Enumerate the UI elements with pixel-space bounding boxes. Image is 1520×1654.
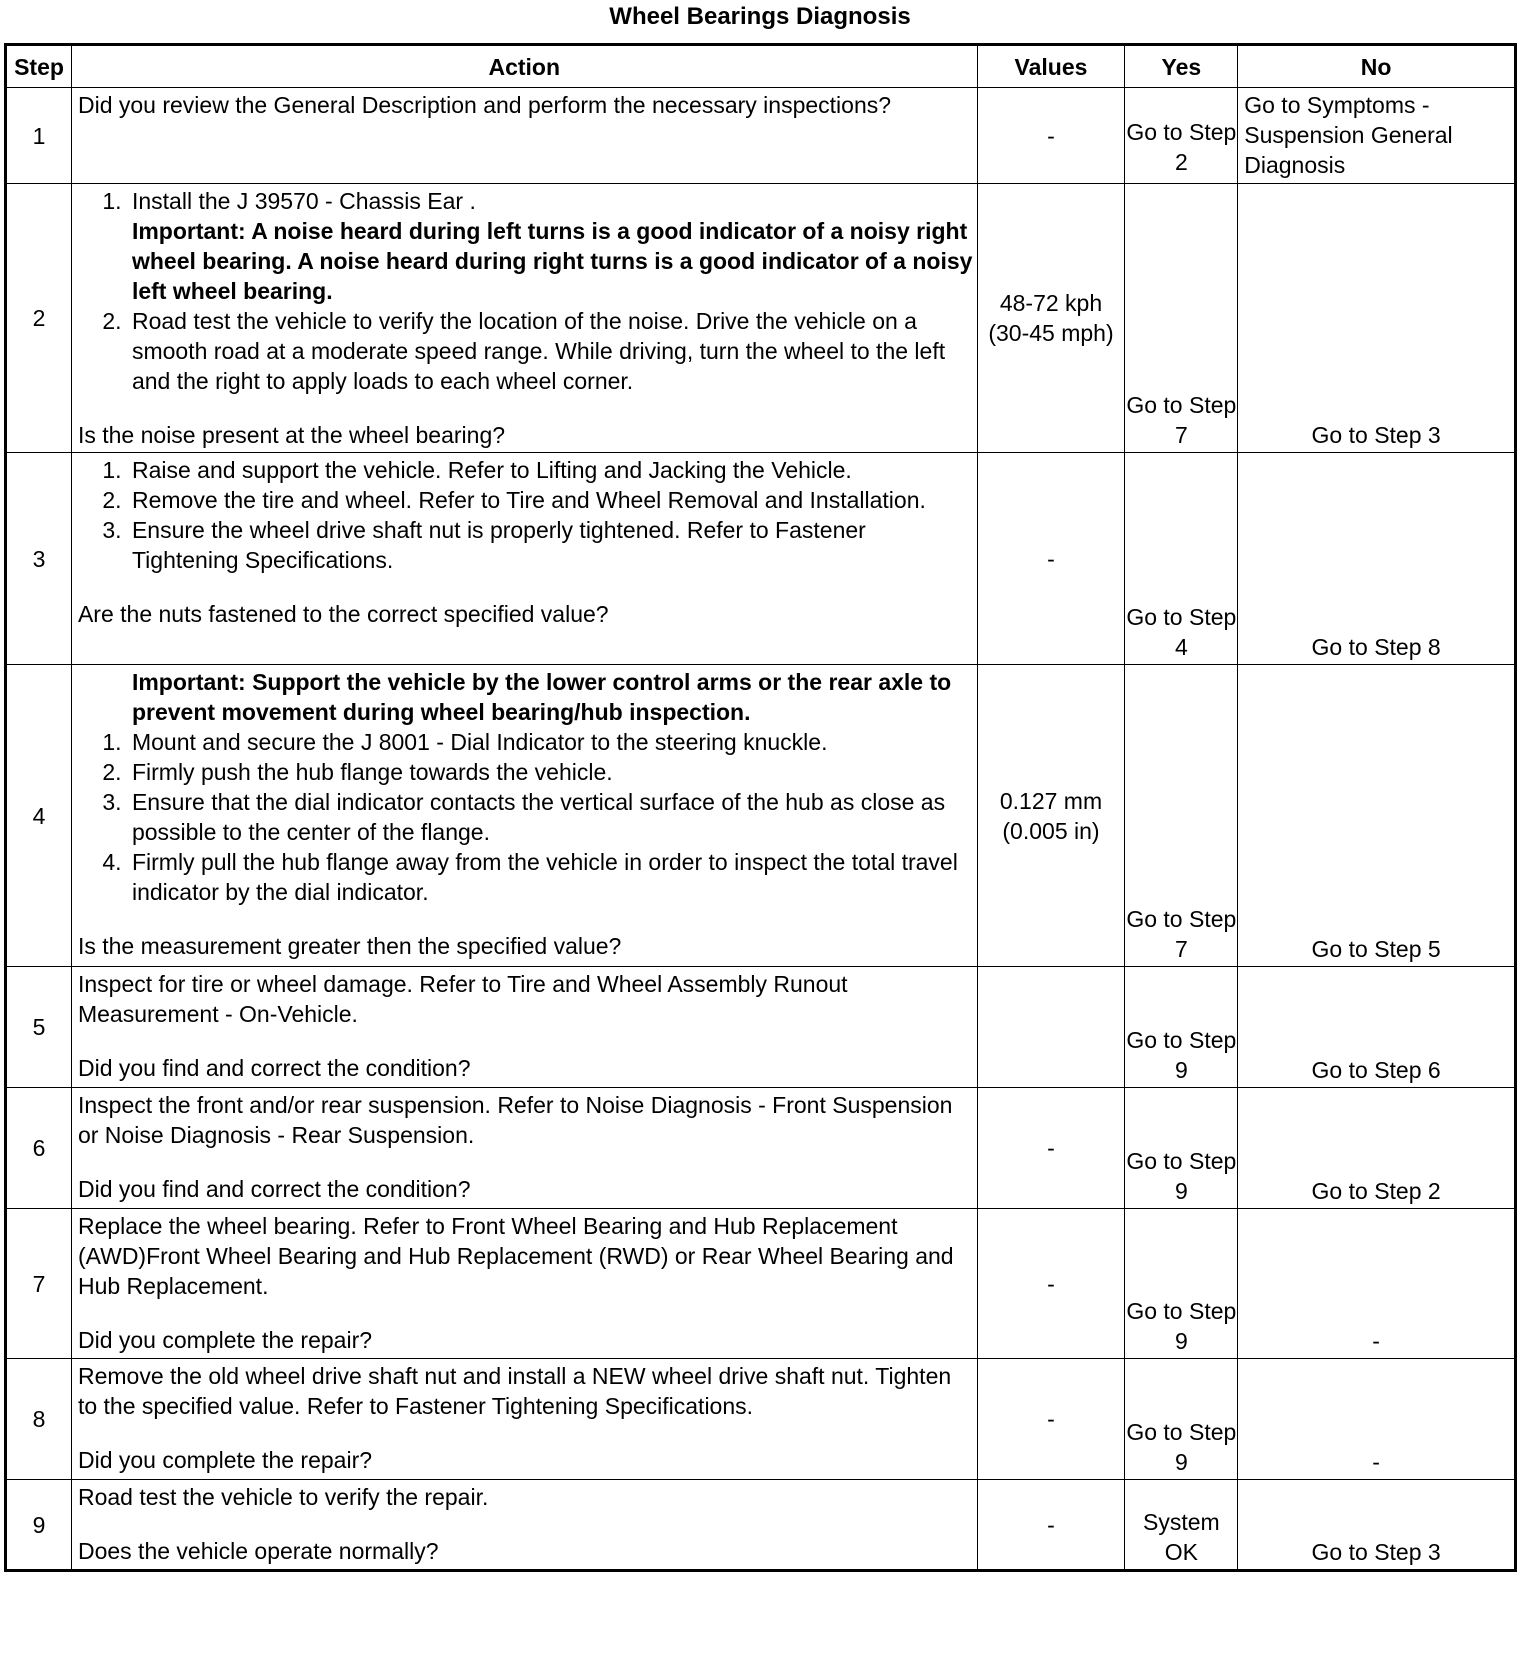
- values-cell: [977, 967, 1125, 1088]
- action-cell: [71, 1088, 977, 1209]
- header-yes: Yes: [1125, 45, 1238, 88]
- action-question: Did you find and correct the condition?: [77, 1055, 471, 1081]
- action-question: Did you find and correct the condition?: [77, 1176, 471, 1202]
- action-text: Replace the wheel bearing. Refer to Front Wheel Bearing and Hub Replacement (AWD)Front Wheel Bearing and Hub Replacement (RWD) or Rear Wheel Bearing and Hub Replacement.: [77, 1213, 954, 1299]
- values-cell: -: [977, 1209, 1125, 1359]
- header-values: Values: [977, 45, 1125, 88]
- action-text: Inspect the front and/or rear suspension. Refer to Noise Diagnosis - Front Suspension or Noise Diagnosis - Rear Suspension.: [77, 1092, 953, 1148]
- yes-cell: Go to Step 9: [1125, 1209, 1238, 1359]
- values-cell: 48-72 kph (30-45 mph): [977, 184, 1125, 453]
- no-cell: Go to Step 2: [1238, 1088, 1516, 1209]
- yes-cell: Go to Step 7: [1125, 184, 1238, 453]
- no-cell: Go to Step 3: [1238, 1480, 1516, 1571]
- action-cell: [71, 184, 977, 453]
- step-number: 6: [6, 1088, 72, 1209]
- diagnosis-table: [4, 43, 1517, 1572]
- list-item: 3. Ensure that the dial indicator contacts the vertical surface of the hub as close as possible to the center of the flange.: [128, 787, 973, 847]
- action-question: Are the nuts fastened to the correct specified value?: [77, 601, 609, 627]
- action-question: Does the vehicle operate normally?: [77, 1538, 439, 1564]
- important-note: Important: Support the vehicle by the lower control arms or the rear axle to prevent movement during wheel bearing/hub inspection.: [131, 669, 952, 725]
- page-title: Wheel Bearings Diagnosis: [609, 3, 911, 30]
- yes-cell: Go to Step 4: [1125, 453, 1238, 665]
- yes-cell: Go to Step 9: [1125, 1088, 1238, 1209]
- step-number: 1: [6, 88, 72, 184]
- list-item: 3. Ensure the wheel drive shaft nut is properly tightened. Refer to Fastener Tightening Specifications.: [128, 515, 973, 575]
- values-cell: -: [977, 1359, 1125, 1480]
- list-item: 2. Remove the tire and wheel. Refer to Tire and Wheel Removal and Installation.: [128, 485, 973, 515]
- action-question: Is the noise present at the wheel bearing?: [77, 422, 506, 448]
- header-row: [6, 45, 1516, 88]
- no-cell: Go to Step 5: [1238, 665, 1516, 967]
- table-row: [6, 1209, 1516, 1359]
- important-note: Important: A noise heard during left turns is a good indicator of a noisy right wheel bearing. A noise heard during right turns is a good indicator of a noisy left wheel bearing.: [131, 218, 973, 304]
- action-text: Did you review the General Description and perform the necessary inspections?: [77, 92, 892, 118]
- action-cell: [71, 1209, 977, 1359]
- table-row: [6, 665, 1516, 967]
- list-item: 1. Mount and secure the J 8001 - Dial Indicator to the steering knuckle.: [128, 727, 973, 757]
- table-row: [6, 1088, 1516, 1209]
- action-list: [78, 727, 973, 907]
- action-question: Is the measurement greater then the specified value?: [77, 933, 622, 959]
- table-row: [6, 967, 1516, 1088]
- values-cell: 0.127 mm (0.005 in): [977, 665, 1125, 967]
- yes-cell: Go to Step 9: [1125, 1359, 1238, 1480]
- table-row: [6, 184, 1516, 453]
- step-number: 9: [6, 1480, 72, 1571]
- action-question: Did you complete the repair?: [77, 1327, 373, 1353]
- values-cell: -: [977, 1088, 1125, 1209]
- action-question: Did you complete the repair?: [77, 1447, 373, 1473]
- action-list: [78, 186, 973, 396]
- action-cell: [71, 1359, 977, 1480]
- step-number: 4: [6, 665, 72, 967]
- no-cell: Go to Step 8: [1238, 453, 1516, 665]
- no-cell: Go to Step 6: [1238, 967, 1516, 1088]
- no-cell: Go to Step 3: [1238, 184, 1516, 453]
- yes-cell: System OK: [1125, 1480, 1238, 1571]
- yes-cell: Go to Step 9: [1125, 967, 1238, 1088]
- list-item: 4. Firmly pull the hub flange away from the vehicle in order to inspect the total travel indicator by the dial indicator.: [128, 847, 973, 907]
- no-cell: -: [1238, 1209, 1516, 1359]
- header-action: Action: [71, 45, 977, 88]
- yes-text: Go to Step 2: [1126, 119, 1237, 175]
- table-row: [6, 88, 1516, 184]
- no-cell: -: [1238, 1359, 1516, 1480]
- list-item: 2. Road test the vehicle to verify the location of the noise. Drive the vehicle on a smooth road at a moderate speed range. While driving, turn the wheel to the left and the right to apply loads to each wheel corner.: [128, 306, 973, 396]
- action-text: Road test the vehicle to verify the repair.: [77, 1484, 489, 1510]
- action-cell: [71, 967, 977, 1088]
- list-item: 2. Firmly push the hub flange towards the vehicle.: [128, 757, 973, 787]
- values-cell: -: [977, 453, 1125, 665]
- table-row: [6, 1359, 1516, 1480]
- action-cell: [71, 88, 977, 184]
- list-item: 1. Raise and support the vehicle. Refer to Lifting and Jacking the Vehicle.: [128, 455, 973, 485]
- table-row: [6, 1480, 1516, 1571]
- list-item: 1. Install the J 39570 - Chassis Ear . Important: A noise heard during left turns is a good indicator of a noisy right wheel bearing. A noise heard during right turns is a good indicator of a noisy left wheel bearing.: [128, 186, 973, 306]
- step-number: 5: [6, 967, 72, 1088]
- yes-cell: [1125, 88, 1238, 184]
- action-cell: [71, 453, 977, 665]
- no-cell: Go to Symptoms - Suspension General Diagnosis: [1238, 88, 1516, 184]
- header-no: No: [1238, 45, 1516, 88]
- action-list: [78, 455, 973, 575]
- action-text: Inspect for tire or wheel damage. Refer to Tire and Wheel Assembly Runout Measurement - On-Vehicle.: [77, 971, 848, 1027]
- action-text: Remove the old wheel drive shaft nut and install a NEW wheel drive shaft nut. Tighten to the specified value. Refer to Fastener Tightening Specifications.: [77, 1363, 952, 1419]
- step-number: 3: [6, 453, 72, 665]
- step-number: 7: [6, 1209, 72, 1359]
- action-cell: [71, 665, 977, 967]
- table-row: [6, 453, 1516, 665]
- yes-cell: Go to Step 7: [1125, 665, 1238, 967]
- step-number: 2: [6, 184, 72, 453]
- header-step: Step: [6, 45, 72, 88]
- values-cell: -: [977, 88, 1125, 184]
- values-cell: -: [977, 1480, 1125, 1571]
- step-number: 8: [6, 1359, 72, 1480]
- action-cell: [71, 1480, 977, 1571]
